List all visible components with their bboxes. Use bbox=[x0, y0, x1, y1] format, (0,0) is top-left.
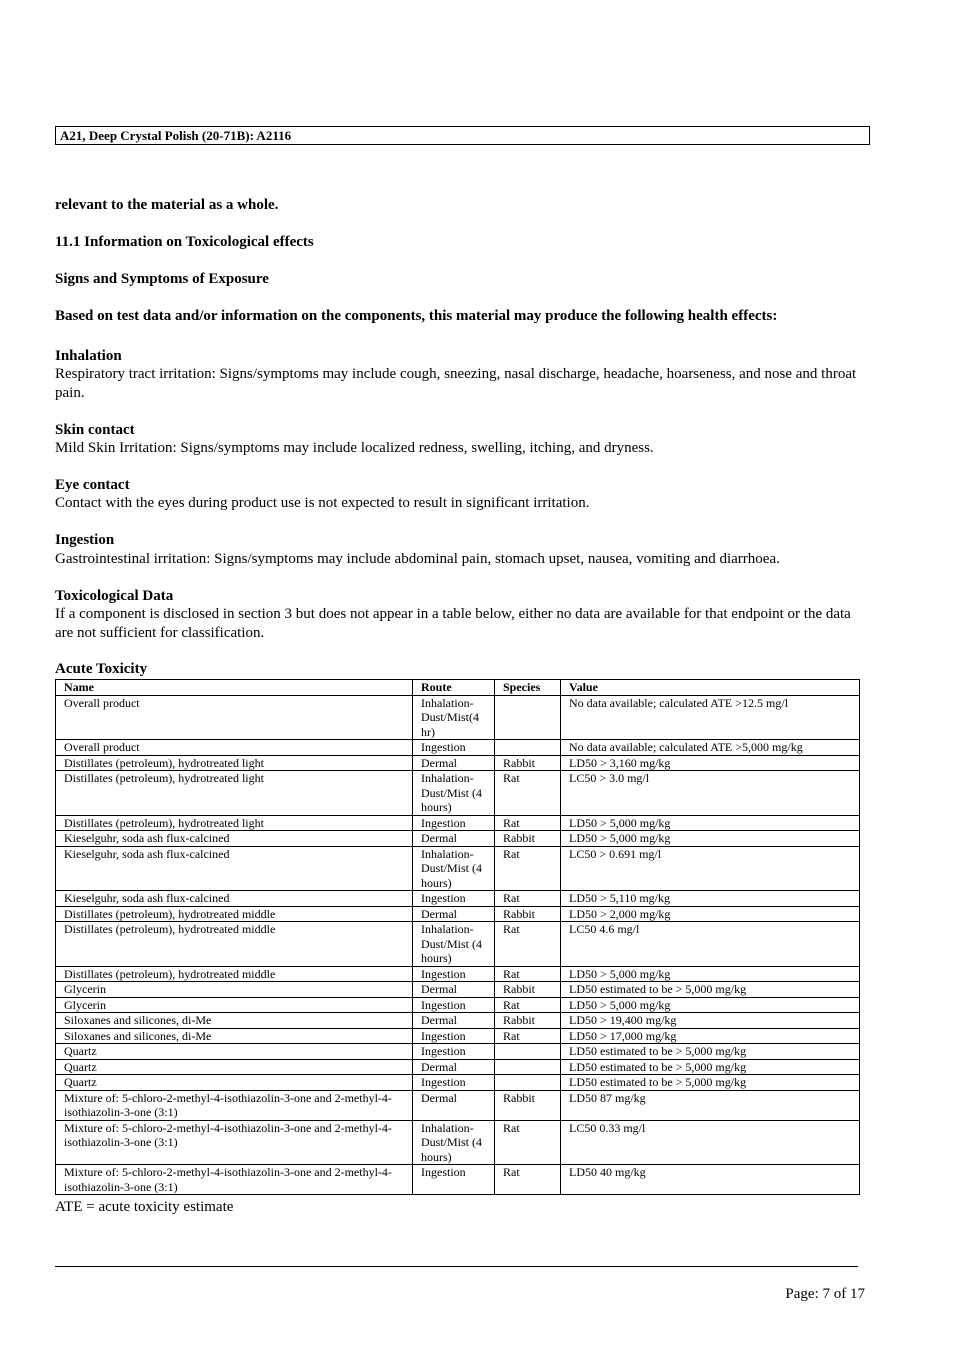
cell-name: Glycerin bbox=[56, 997, 413, 1013]
cell-name: Overall product bbox=[56, 740, 413, 756]
cell-value: LC50 > 3.0 mg/l bbox=[561, 771, 860, 816]
acute-toxicity-heading: Acute Toxicity bbox=[55, 661, 148, 677]
inhalation-heading: Inhalation bbox=[55, 348, 122, 364]
table-row bbox=[56, 982, 860, 998]
table-row bbox=[56, 846, 860, 891]
cell-value: LD50 estimated to be > 5,000 mg/kg bbox=[561, 1059, 860, 1075]
cell-species: Rabbit bbox=[495, 906, 561, 922]
table-header-row bbox=[56, 680, 860, 696]
cell-value: LC50 0.33 mg/l bbox=[561, 1120, 860, 1165]
ate-note: ATE = acute toxicity estimate bbox=[55, 1199, 234, 1215]
cell-value: LD50 > 5,000 mg/kg bbox=[561, 997, 860, 1013]
cell-name: Distillates (petroleum), hydrotreated middle bbox=[56, 966, 413, 982]
cell-value: LD50 > 17,000 mg/kg bbox=[561, 1028, 860, 1044]
cell-value: LD50 estimated to be > 5,000 mg/kg bbox=[561, 1075, 860, 1091]
cell-value: LD50 > 5,000 mg/kg bbox=[561, 815, 860, 831]
cell-name: Quartz bbox=[56, 1059, 413, 1075]
cell-species bbox=[495, 1044, 561, 1060]
table-row bbox=[56, 771, 860, 816]
cell-route: Dermal bbox=[413, 755, 495, 771]
skin-heading: Skin contact bbox=[55, 422, 135, 438]
cell-route: Inhalation-Dust/Mist (4 hours) bbox=[413, 1120, 495, 1165]
column-header-route: Route bbox=[413, 680, 495, 696]
column-header-species: Species bbox=[495, 680, 561, 696]
table-row bbox=[56, 922, 860, 967]
table-row bbox=[56, 1059, 860, 1075]
cell-route: Ingestion bbox=[413, 815, 495, 831]
table-row bbox=[56, 740, 860, 756]
cell-name: Quartz bbox=[56, 1075, 413, 1091]
cell-name: Overall product bbox=[56, 695, 413, 740]
cell-value: LD50 estimated to be > 5,000 mg/kg bbox=[561, 982, 860, 998]
cell-route: Ingestion bbox=[413, 966, 495, 982]
cell-species: Rat bbox=[495, 997, 561, 1013]
cell-species: Rat bbox=[495, 846, 561, 891]
cell-route: Ingestion bbox=[413, 1044, 495, 1060]
cell-value: LD50 > 19,400 mg/kg bbox=[561, 1013, 860, 1029]
cell-name: Kieselguhr, soda ash flux-calcined bbox=[56, 831, 413, 847]
ingestion-heading: Ingestion bbox=[55, 532, 115, 548]
cell-route: Dermal bbox=[413, 1013, 495, 1029]
cell-name: Distillates (petroleum), hydrotreated middle bbox=[56, 922, 413, 967]
table-row bbox=[56, 1090, 860, 1120]
tox-data-text: If a component is disclosed in section 3 but does not appear in a table below, either no data are available for that endpoint or the data are not sufficient for classification. bbox=[55, 606, 851, 641]
cell-route: Ingestion bbox=[413, 1165, 495, 1195]
table-row bbox=[56, 1075, 860, 1091]
cell-route: Dermal bbox=[413, 831, 495, 847]
tox-data-heading: Toxicological Data bbox=[55, 588, 174, 604]
cell-value: LD50 87 mg/kg bbox=[561, 1090, 860, 1120]
cell-name: Siloxanes and silicones, di-Me bbox=[56, 1013, 413, 1029]
table-row bbox=[56, 815, 860, 831]
cell-species bbox=[495, 1075, 561, 1091]
cell-species: Rabbit bbox=[495, 831, 561, 847]
cell-species: Rat bbox=[495, 891, 561, 907]
cell-name: Mixture of: 5-chloro-2-methyl-4-isothiazolin-3-one and 2-methyl-4-isothiazolin-3-one (3:1) bbox=[56, 1165, 413, 1195]
cell-name: Mixture of: 5-chloro-2-methyl-4-isothiazolin-3-one and 2-methyl-4-isothiazolin-3-one (3:1) bbox=[56, 1120, 413, 1165]
cell-value: LD50 > 5,000 mg/kg bbox=[561, 966, 860, 982]
table-row bbox=[56, 997, 860, 1013]
cell-name: Quartz bbox=[56, 1044, 413, 1060]
cell-species: Rat bbox=[495, 1028, 561, 1044]
cell-route: Ingestion bbox=[413, 740, 495, 756]
table-row bbox=[56, 1028, 860, 1044]
cell-name: Mixture of: 5-chloro-2-methyl-4-isothiazolin-3-one and 2-methyl-4-isothiazolin-3-one (3:1) bbox=[56, 1090, 413, 1120]
cell-species bbox=[495, 740, 561, 756]
based-on-statement: Based on test data and/or information on the components, this material may produce the following health effects: bbox=[55, 308, 778, 324]
cell-value: LC50 > 0.691 mg/l bbox=[561, 846, 860, 891]
column-header-name: Name bbox=[56, 680, 413, 696]
table-row bbox=[56, 1013, 860, 1029]
table-row bbox=[56, 891, 860, 907]
cell-route: Dermal bbox=[413, 982, 495, 998]
cell-species: Rabbit bbox=[495, 982, 561, 998]
skin-text: Mild Skin Irritation: Signs/symptoms may include localized redness, swelling, itching, and dryness. bbox=[55, 440, 654, 456]
cell-route: Ingestion bbox=[413, 891, 495, 907]
cell-value: No data available; calculated ATE >12.5 mg/l bbox=[561, 695, 860, 740]
cell-route: Inhalation-Dust/Mist (4 hours) bbox=[413, 846, 495, 891]
table-row bbox=[56, 1044, 860, 1060]
cell-species: Rat bbox=[495, 815, 561, 831]
cell-name: Siloxanes and silicones, di-Me bbox=[56, 1028, 413, 1044]
cell-name: Distillates (petroleum), hydrotreated light bbox=[56, 755, 413, 771]
cell-species: Rat bbox=[495, 771, 561, 816]
cell-value: LD50 > 5,110 mg/kg bbox=[561, 891, 860, 907]
cell-route: Inhalation-Dust/Mist (4 hours) bbox=[413, 922, 495, 967]
cell-route: Dermal bbox=[413, 1090, 495, 1120]
cell-name: Kieselguhr, soda ash flux-calcined bbox=[56, 891, 413, 907]
cell-species: Rabbit bbox=[495, 1013, 561, 1029]
eye-text: Contact with the eyes during product use is not expected to result in significant irritation. bbox=[55, 495, 590, 511]
cell-species: Rat bbox=[495, 966, 561, 982]
section-title: 11.1 Information on Toxicological effects bbox=[55, 234, 314, 250]
cell-name: Glycerin bbox=[56, 982, 413, 998]
table-row bbox=[56, 1165, 860, 1195]
cell-route: Ingestion bbox=[413, 997, 495, 1013]
cell-value: LD50 40 mg/kg bbox=[561, 1165, 860, 1195]
table-row bbox=[56, 755, 860, 771]
cell-route: Ingestion bbox=[413, 1075, 495, 1091]
eye-heading: Eye contact bbox=[55, 477, 130, 493]
cell-name: Distillates (petroleum), hydrotreated middle bbox=[56, 906, 413, 922]
cell-value: No data available; calculated ATE >5,000 mg/kg bbox=[561, 740, 860, 756]
ingestion-text: Gastrointestinal irritation: Signs/symptoms may include abdominal pain, stomach upset, nausea, vomiting and diarrhoea. bbox=[55, 551, 780, 567]
table-row bbox=[56, 831, 860, 847]
column-header-value: Value bbox=[561, 680, 860, 696]
cell-route: Dermal bbox=[413, 1059, 495, 1075]
cell-route: Ingestion bbox=[413, 1028, 495, 1044]
intro-text: relevant to the material as a whole. bbox=[55, 197, 279, 213]
cell-species: Rat bbox=[495, 1120, 561, 1165]
cell-species bbox=[495, 695, 561, 740]
document-header: A21, Deep Crystal Polish (20-71B): A2116 bbox=[55, 126, 870, 145]
cell-value: LD50 > 3,160 mg/kg bbox=[561, 755, 860, 771]
inhalation-text: Respiratory tract irritation: Signs/symptoms may include cough, sneezing, nasal discharge, headache, hoarseness, and nose and throat pain. bbox=[55, 366, 857, 401]
table-row bbox=[56, 906, 860, 922]
cell-name: Distillates (petroleum), hydrotreated light bbox=[56, 771, 413, 816]
cell-name: Distillates (petroleum), hydrotreated light bbox=[56, 815, 413, 831]
cell-species bbox=[495, 1059, 561, 1075]
table-row bbox=[56, 1120, 860, 1165]
acute-toxicity-table bbox=[55, 679, 860, 1195]
cell-name: Kieselguhr, soda ash flux-calcined bbox=[56, 846, 413, 891]
cell-value: LC50 4.6 mg/l bbox=[561, 922, 860, 967]
signs-heading: Signs and Symptoms of Exposure bbox=[55, 271, 269, 287]
cell-route: Dermal bbox=[413, 906, 495, 922]
cell-route: Inhalation-Dust/Mist(4 hr) bbox=[413, 695, 495, 740]
cell-value: LD50 estimated to be > 5,000 mg/kg bbox=[561, 1044, 860, 1060]
cell-value: LD50 > 5,000 mg/kg bbox=[561, 831, 860, 847]
cell-species: Rabbit bbox=[495, 1090, 561, 1120]
page-number: Page: 7 of 17 bbox=[785, 1286, 865, 1302]
cell-route: Inhalation-Dust/Mist (4 hours) bbox=[413, 771, 495, 816]
table-row bbox=[56, 966, 860, 982]
cell-value: LD50 > 2,000 mg/kg bbox=[561, 906, 860, 922]
cell-species: Rat bbox=[495, 922, 561, 967]
cell-species: Rat bbox=[495, 1165, 561, 1195]
table-row bbox=[56, 695, 860, 740]
cell-species: Rabbit bbox=[495, 755, 561, 771]
footer-divider bbox=[55, 1266, 858, 1267]
